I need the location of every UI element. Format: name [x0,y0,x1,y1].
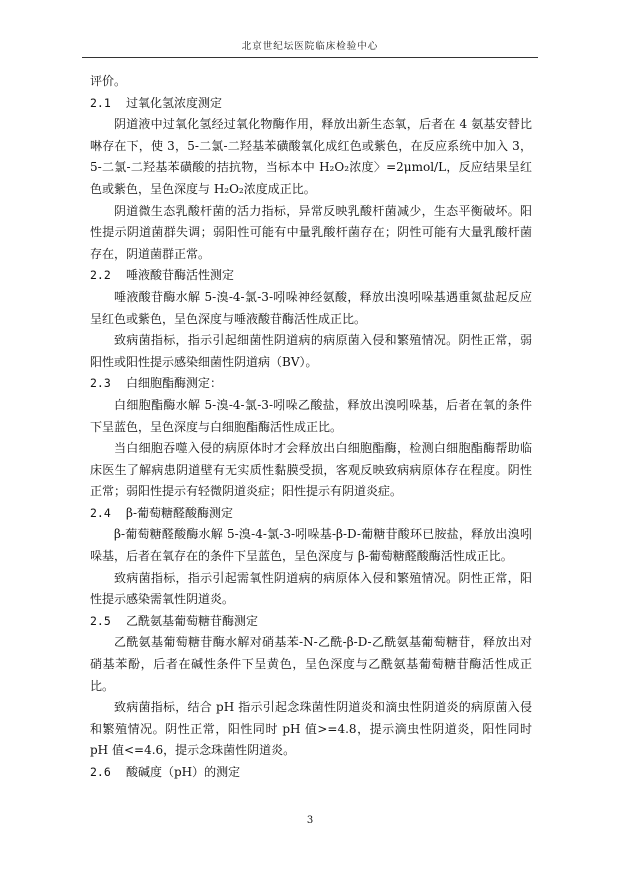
paragraph: 白细胞酯酶水解 5-溴-4-氯-3-吲哚乙酸盐，释放出溴吲哚基，后者在氧的条件下呈蓝色，呈色深度与白细胞酯酶活性成正比。 [90,397,532,434]
section-number: 2.4 [90,505,111,520]
section-heading-2-5 [90,611,532,633]
section-heading-2-1 [90,93,532,115]
section-title: β-葡萄糖醛酸酶测定 [126,505,233,520]
section-heading-2-3 [90,373,532,395]
paragraph: 阴道液中过氧化氢经过氧化物酶作用，释放出新生态氧，后者在 4 氨基安替比啉存在下，使 3，5-二氯-二羟基苯磺酸氧化成红色或紫色，在反应系统中加入 3，5-二氯-二羟基苯磺酸的拮抗物，当标本中 H₂O₂浓度〉=2μmol/L，反应结果呈红色或紫色，呈色深度与 H₂O₂浓度成正比。 [90,117,532,196]
section-title: 乙酰氨基葡萄糖苷酶测定 [126,613,259,628]
section-title: 酸碱度（pH）的测定 [126,765,241,779]
page-number: 3 [306,815,314,826]
header-rule [82,57,538,58]
paragraph: 当白细胞吞噬入侵的病原体时才会释放出白细胞酯酶，检测白细胞酯酶帮助临床医生了解病患阴道壁有无实质性黏膜受损，客观反映致病病原体存在程度。阴性正常；弱阳性提示有轻微阴道炎症；阳性提示有阴道炎症。 [90,441,532,499]
paragraph: 阴道微生态乳酸杆菌的活力指标，异常反映乳酸杆菌减少，生态平衡破坏。阳性提示阴道菌群失调；弱阳性可能有中量乳酸杆菌存在；阴性可能有大量乳酸杆菌存在，阴道菌群正常。 [90,203,532,261]
section-title: 唾液酸苷酶活性测定 [126,268,235,283]
paragraph: 乙酰氨基葡萄糖苷酶水解对硝基苯-N-乙酰-β-D-乙酰氨基葡萄糖苷，释放出对硝基苯酚，后者在碱性条件下呈黄色，呈色深度与乙酰氨基葡萄糖苷酶活性成正比。 [90,635,532,693]
section-number: 2.1 [90,95,111,110]
section-heading-2-2 [90,265,532,287]
paragraph: 致病菌指标，指示引起需氧性阴道病的病原体入侵和繁殖情况。阴性正常，阳性提示感染需氧性阴道炎。 [90,570,532,607]
section-heading-2-6 [90,762,532,784]
section-title: 白细胞酯酶测定： [126,376,223,391]
section-title: 过氧化氢浓度测定 [126,95,223,110]
paragraph: 致病菌指标，结合 pH 指示引起念珠菌性阴道炎和滴虫性阴道炎的病原菌入侵和繁殖情况。阴性正常，阳性同时 pH 值>=4.8，提示滴虫性阴道炎，阳性同时 pH 值<=4.6，提示念珠菌性阴道炎。 [90,700,532,758]
section-number: 2.2 [90,268,111,283]
section-number: 2.5 [90,613,111,628]
continuation-text: 评价。 [90,74,127,88]
document-body [90,71,532,784]
paragraph: β-葡萄糖醛酸酶水解 5-溴-4-氯-3-吲哚基-β-D-葡糖苷酸环已胺盐，释放出溴吲哚基，后者在氧存在的条件下呈蓝色，呈色深度与 β-葡萄糖醛酸酶活性成正比。 [90,527,532,564]
section-number: 2.6 [90,765,111,779]
paragraph: 致病菌指标，指示引起细菌性阴道病的病原菌入侵和繁殖情况。阴性正常，弱阳性或阳性提示感染细菌性阴道病（BV）。 [90,333,532,369]
running-header: 北京世纪坛医院临床检验中心 [241,41,379,52]
section-heading-2-4 [90,503,532,525]
section-number: 2.3 [90,376,111,391]
paragraph: 唾液酸苷酶水解 5-溴-4-氯-3-吲哚神经氨酸，释放出溴吲哚基遇重氮盐起反应呈红色或紫色，呈色深度与唾液酸苷酶活性成正比。 [90,289,532,326]
